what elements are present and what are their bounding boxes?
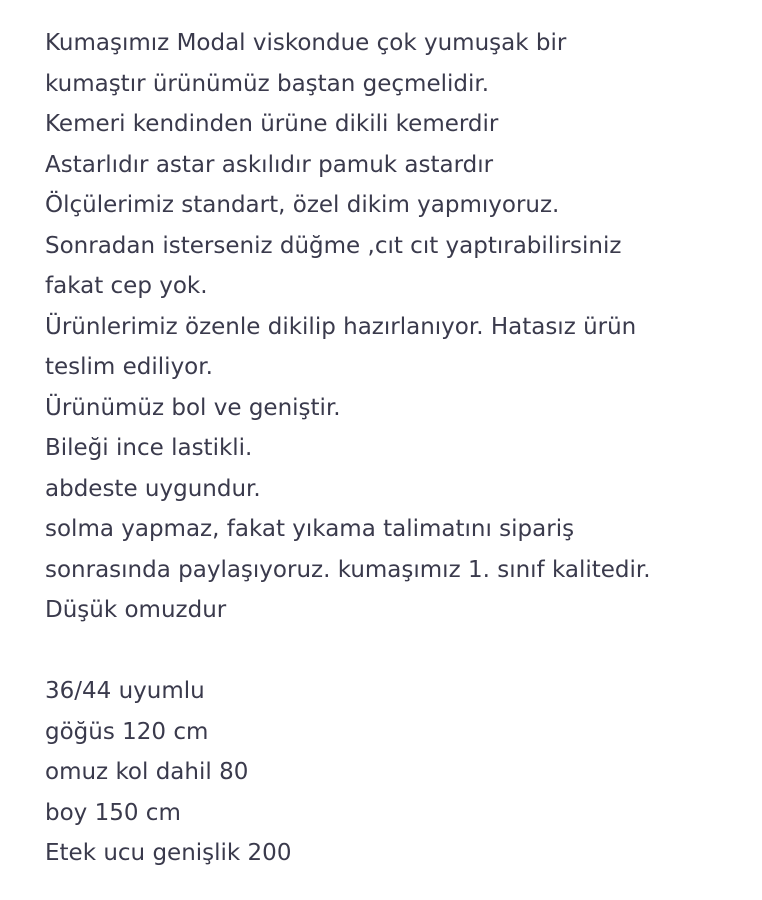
description-line: Bileği ince lastikli. — [45, 435, 253, 461]
description-line: Ürünlerimiz özenle dikilip hazırlanıyor. Hatasız ürün — [45, 313, 637, 340]
measurement-line: boy 150 cm — [45, 799, 181, 826]
description-line: fakat cep yok. — [45, 273, 208, 299]
description-line: Kemeri kendinden ürüne dikili kemerdir — [45, 111, 499, 137]
description-line: Ürünümüz bol ve geniştir. — [45, 394, 341, 421]
measurement-line: omuz kol dahil 80 — [45, 759, 249, 785]
description-line: Düşük omuzdur — [45, 597, 227, 623]
description-line: Ölçülerimiz standart, özel dikim yapmıyoruz. — [45, 192, 560, 218]
description-line: kumaştır ürünümüz baştan geçmelidir. — [45, 70, 490, 97]
paragraph-gap — [45, 631, 745, 672]
description-line: abdeste uygundur. — [45, 475, 261, 502]
description-line: Astarlıdır astar askılıdır pamuk astardır — [45, 151, 494, 178]
description-line: sonrasında paylaşıyoruz. kumaşımız 1. sınıf kalitedir. — [45, 556, 651, 583]
description-line: Sonradan isterseniz düğme ,cıt cıt yaptırabilirsiniz — [45, 232, 622, 259]
measurement-line: 36/44 uyumlu — [45, 678, 205, 704]
measurement-line: Etek ucu genişlik 200 — [45, 840, 292, 866]
product-description-text — [45, 23, 745, 874]
description-line: Kumaşımız Modal viskondue çok yumuşak bir — [45, 30, 567, 56]
description-line: teslim ediliyor. — [45, 354, 213, 380]
measurement-line: göğüs 120 cm — [45, 718, 209, 745]
description-line: solma yapmaz, fakat yıkama talimatını sipariş — [45, 516, 575, 542]
